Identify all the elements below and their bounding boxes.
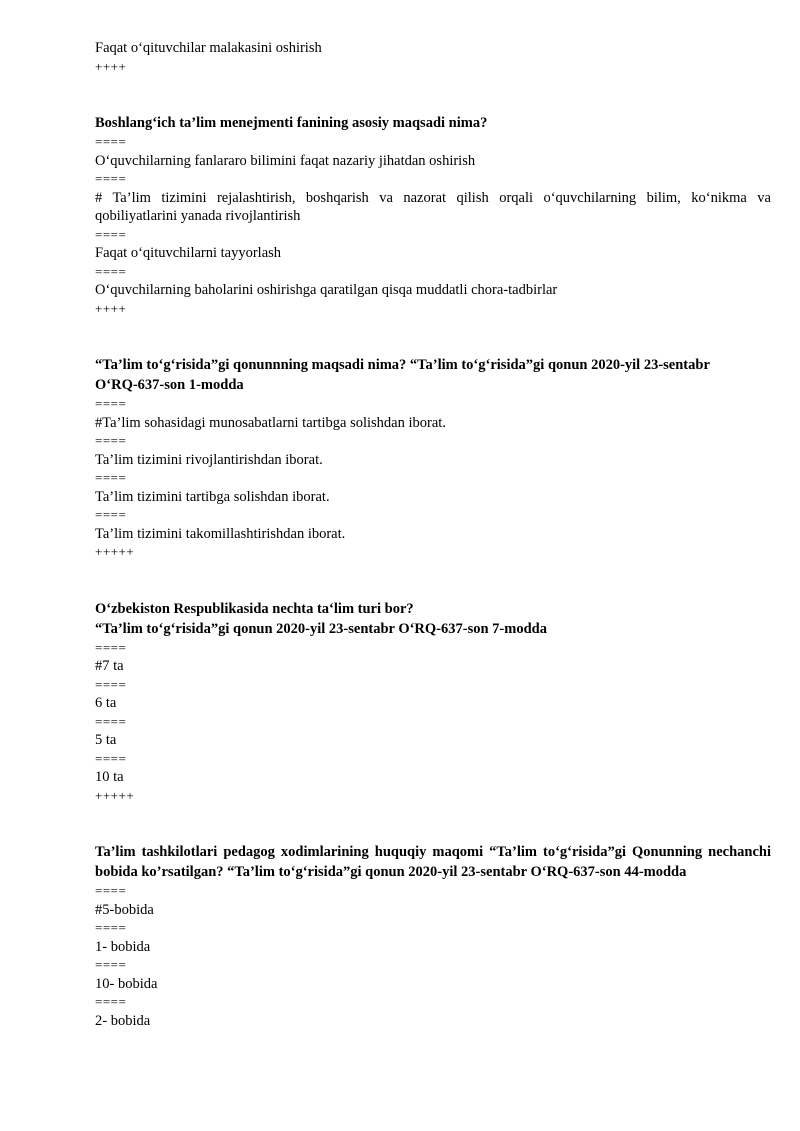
answer-option: 10 ta bbox=[95, 769, 124, 785]
question-text: Boshlang‘ich ta’lim menejmenti fanining asosiy maqsadi nima? bbox=[95, 115, 488, 131]
question-reference: “Ta’lim to‘g‘risida”gi qonun 2020-yil 23-sentabr O‘RQ-637-son 7-modda bbox=[95, 620, 547, 637]
answer-option: O‘quvchilarning baholarini oshirishga qaratilgan qisqa muddatli chora-tadbirlar bbox=[95, 282, 558, 298]
separator: ==== bbox=[95, 507, 127, 522]
question-block-2 bbox=[95, 355, 771, 562]
separator: ==== bbox=[95, 994, 127, 1009]
separator: ==== bbox=[95, 263, 127, 279]
answer-option: 10- bobida bbox=[95, 975, 158, 992]
end-marker: +++++ bbox=[95, 544, 135, 559]
intro-block bbox=[95, 39, 771, 76]
answer-option: 2- bobida bbox=[95, 1012, 151, 1029]
question-text: O‘zbekiston Respublikasida nechta ta‘lim turi bor? bbox=[95, 600, 414, 617]
question-block-3 bbox=[95, 599, 771, 806]
end-marker: +++++ bbox=[95, 787, 135, 803]
end-marker: ++++ bbox=[95, 300, 127, 316]
answer-option-correct: #Ta’lim sohasidagi munosabatlarni tartibga solishdan iborat. bbox=[95, 414, 446, 431]
separator: ==== bbox=[95, 920, 127, 935]
separator: ==== bbox=[95, 433, 127, 448]
separator: ==== bbox=[95, 883, 127, 898]
answer-option: Ta’lim tizimini rivojlantirishdan iborat. bbox=[95, 451, 323, 468]
separator: ==== bbox=[95, 750, 127, 766]
answer-option-correct: #5-bobida bbox=[95, 901, 154, 918]
answer-option: 1- bobida bbox=[95, 938, 151, 955]
separator: ==== bbox=[95, 134, 127, 149]
question-block-4 bbox=[95, 842, 771, 1030]
separator: ==== bbox=[95, 226, 127, 242]
separator: ==== bbox=[95, 639, 127, 655]
answer-option-correct: #7 ta bbox=[95, 658, 124, 674]
answer-option: 5 ta bbox=[95, 732, 117, 748]
document-page bbox=[95, 39, 771, 1030]
answer-option: Ta’lim tizimini takomillashtirishdan iborat. bbox=[95, 525, 346, 542]
question-block-1 bbox=[95, 113, 771, 318]
separator: ==== bbox=[95, 957, 127, 972]
answer-option-correct: # Ta’lim tizimini rejalashtirish, boshqarish va nazorat qilish orqali o‘quvchilarning bilim, ko‘nikma va qobiliyatlarini yanada rivojlantirish bbox=[95, 189, 771, 224]
answer-option: Faqat o‘qituvchilarni tayyorlash bbox=[95, 245, 282, 261]
separator: ==== bbox=[95, 171, 127, 186]
answer-option: 6 ta bbox=[95, 695, 117, 711]
question-text: “Ta’lim to‘g‘risida”gi qonunnning maqsadi nima? “Ta’lim to‘g‘risida”gi qonun 2020-yil 23-sentabr O‘RQ-637-son 1-modda bbox=[95, 357, 710, 393]
answer-option: Faqat o‘qituvchilar malakasini oshirish bbox=[95, 40, 322, 56]
answer-option: Ta’lim tizimini tartibga solishdan iborat. bbox=[95, 488, 330, 505]
separator: ==== bbox=[95, 713, 127, 729]
end-marker: ++++ bbox=[95, 58, 127, 74]
answer-option: O‘quvchilarning fanlararo bilimini faqat nazariy jihatdan oshirish bbox=[95, 152, 476, 169]
separator: ==== bbox=[95, 396, 127, 411]
question-text: Ta’lim tashkilotlari pedagog xodimlarining huquqiy maqomi “Ta’lim to‘g‘risida”gi Qonunning nechanchi bobida ko’rsatilgan? “Ta’lim to‘g‘risida”gi qonun 2020-yil 23-sentabr O‘RQ-637-son 44-modda bbox=[95, 844, 771, 880]
separator: ==== bbox=[95, 470, 127, 485]
separator: ==== bbox=[95, 676, 127, 692]
